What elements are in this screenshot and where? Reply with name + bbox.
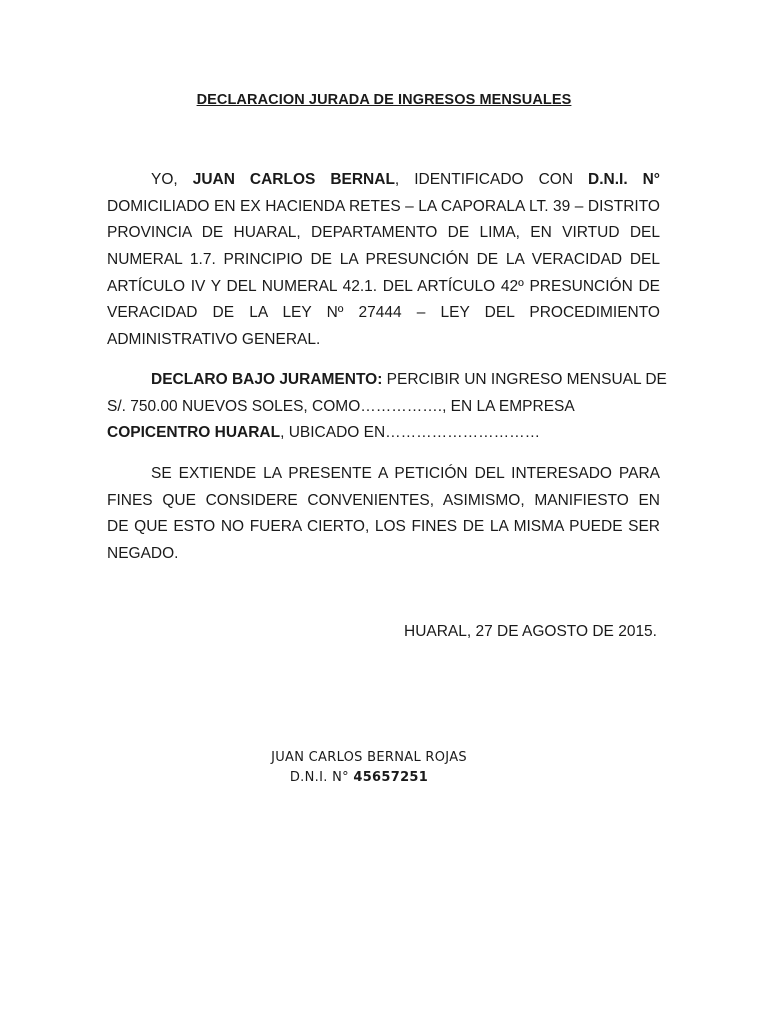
text-segment: , UBICADO EN…………………………: [280, 424, 541, 441]
paragraph-line: NEGADO.: [107, 545, 179, 563]
text-segment: PERCIBIR UN INGRESO MENSUAL DE: [382, 371, 667, 388]
text-segment: , IDENTIFICADO CON: [394, 171, 589, 188]
paragraph-line: ARTÍCULO IV Y DEL NUMERAL 42.1. DEL ARTÍCULO 42º PRESUNCIÓN DE: [107, 277, 660, 295]
text-segment: YO,: [151, 171, 193, 188]
declaration-label: DECLARO BAJO JURAMENTO:: [151, 371, 383, 388]
closing-paragraph: [107, 460, 660, 567]
paragraph-line: FINES QUE CONSIDERE CONVENIENTES, ASIMISMO, MANIFIESTO EN: [107, 491, 660, 509]
paragraph-line: S/. 750.00 NUEVOS SOLES, COMO……………., EN LA EMPRESA: [107, 397, 575, 415]
document-date: HUARAL, 27 DE AGOSTO DE 2015.: [404, 623, 657, 640]
paragraph-line: NUMERAL 1.7. PRINCIPIO DE LA PRESUNCIÓN DE LA VERACIDAD DEL: [107, 251, 660, 269]
paragraph-line: [107, 367, 667, 394]
paragraph-line: ADMINISTRATIVO GENERAL.: [107, 331, 321, 349]
income-paragraph: [107, 367, 667, 447]
paragraph-line: DOMICILIADO EN EX HACIENDA RETES – LA CAPORALA LT. 39 – DISTRITO: [107, 197, 660, 215]
paragraph-line: VERACIDAD DE LA LEY Nº 27444 – LEY DEL PROCEDIMIENTO: [107, 304, 660, 322]
paragraph-line: [107, 167, 660, 194]
dni-label: D.N.I. N°: [289, 770, 354, 785]
signer-name: JUAN CARLOS BERNAL ROJAS: [271, 750, 467, 765]
declaration-paragraph: [107, 167, 660, 354]
declarant-dni: D.N.I. N°: [588, 171, 660, 188]
paragraph-line: PROVINCIA DE HUARAL, DEPARTAMENTO DE LIMA, EN VIRTUD DEL: [107, 224, 660, 242]
paragraph-line: SE EXTIENDE LA PRESENTE A PETICIÓN DEL INTERESADO PARA: [151, 465, 660, 482]
dni-number: 45657251: [353, 770, 429, 785]
signer-dni: [0, 768, 768, 788]
declarant-name: JUAN CARLOS BERNAL: [192, 171, 395, 188]
paragraph-line: [107, 420, 660, 447]
document-title: DECLARACION JURADA DE INGRESOS MENSUALES: [196, 92, 572, 108]
company-name: COPICENTRO HUARAL: [107, 424, 281, 441]
paragraph-line: DE QUE ESTO NO FUERA CIERTO, LOS FINES DE LA MISMA PUEDE SER: [107, 518, 660, 536]
signature-block: [0, 748, 768, 788]
